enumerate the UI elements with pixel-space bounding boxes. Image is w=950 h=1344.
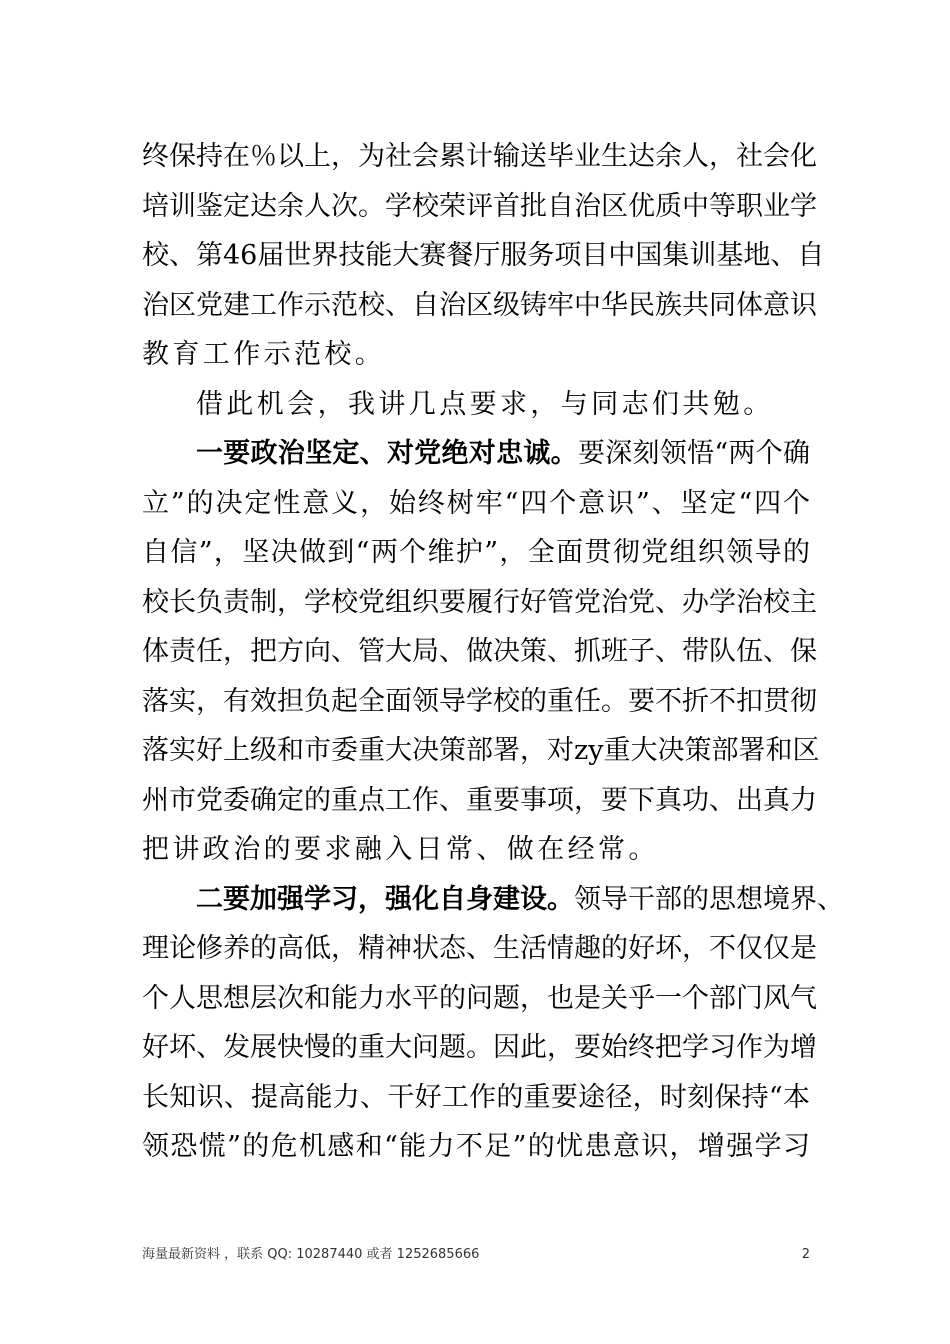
section-1-first-line (196, 434, 810, 474)
body-line: 理论修养的高低，精神状态、生活情趣的好坏，不仅仅是 (142, 933, 817, 964)
body-line: 治区党建工作示范校、自治区级铸牢中华民族共同体意识 (142, 290, 817, 321)
body-line: 好坏、发展快慢的重大问题。因此，要始终把学习作为增 (142, 1032, 817, 1063)
body-line: 教育工作示范校。 (142, 339, 386, 370)
section-2-lead: 领导干部的思想境界、 (574, 884, 844, 915)
body-line: 体责任，把方向、管大局、做决策、抓班子、带队伍、保 (142, 636, 817, 667)
section-2-heading: 二要加强学习，强化自身建设。 (196, 884, 574, 915)
body-line: 终保持在％以上，为社会累计输送毕业生达余人，社会化 (142, 141, 817, 172)
body-line: 培训鉴定达余人次。学校荣评首批自治区优质中等职业学 (142, 191, 817, 222)
body-line: 借此机会，我讲几点要求，与同志们共勉。 (196, 389, 774, 420)
footer-contact: 海量最新资料 ，联系 QQ: 10287440 或者 1252685666 (142, 1247, 480, 1262)
body-line: 长知识、提高能力、干好工作的重要途径，时刻保持“本 (142, 1082, 810, 1113)
body-line: 州市党委确定的重点工作、重要事项，要下真功、出真力 (142, 785, 817, 816)
section-1-lead: 要深刻领悟“两个确 (577, 438, 810, 469)
body-line: 个人思想层次和能力水平的问题，也是关乎一个部门风气 (142, 983, 817, 1014)
body-line: 自信”，坚决做到“两个维护”，全面贯彻党组织领导的 (142, 537, 810, 568)
page-number: 2 (801, 1247, 810, 1262)
section-1-heading: 一要政治坚定、对党绝对忠诚。 (196, 438, 578, 469)
section-2-first-line (196, 880, 844, 920)
body-line: 立”的决定性意义，始终树牢“四个意识”、坚定“四个 (142, 488, 810, 519)
body-line: 校、第46届世界技能大赛餐厅服务项目中国集训基地、自 (142, 240, 825, 271)
body-line: 落实好上级和市委重大决策部署，对zy重大决策部署和区 (142, 735, 820, 766)
body-line: 领恐慌”的危机感和“能力不足”的忧患意识，增强学习 (142, 1131, 810, 1162)
body-line: 校长负责制，学校党组织要履行好管党治党、办学治校主 (142, 587, 817, 618)
body-line: 落实，有效担负起全面领导学校的重任。要不折不扣贯彻 (142, 686, 817, 717)
body-line: 把讲政治的要求融入日常、做在经常。 (142, 834, 659, 865)
